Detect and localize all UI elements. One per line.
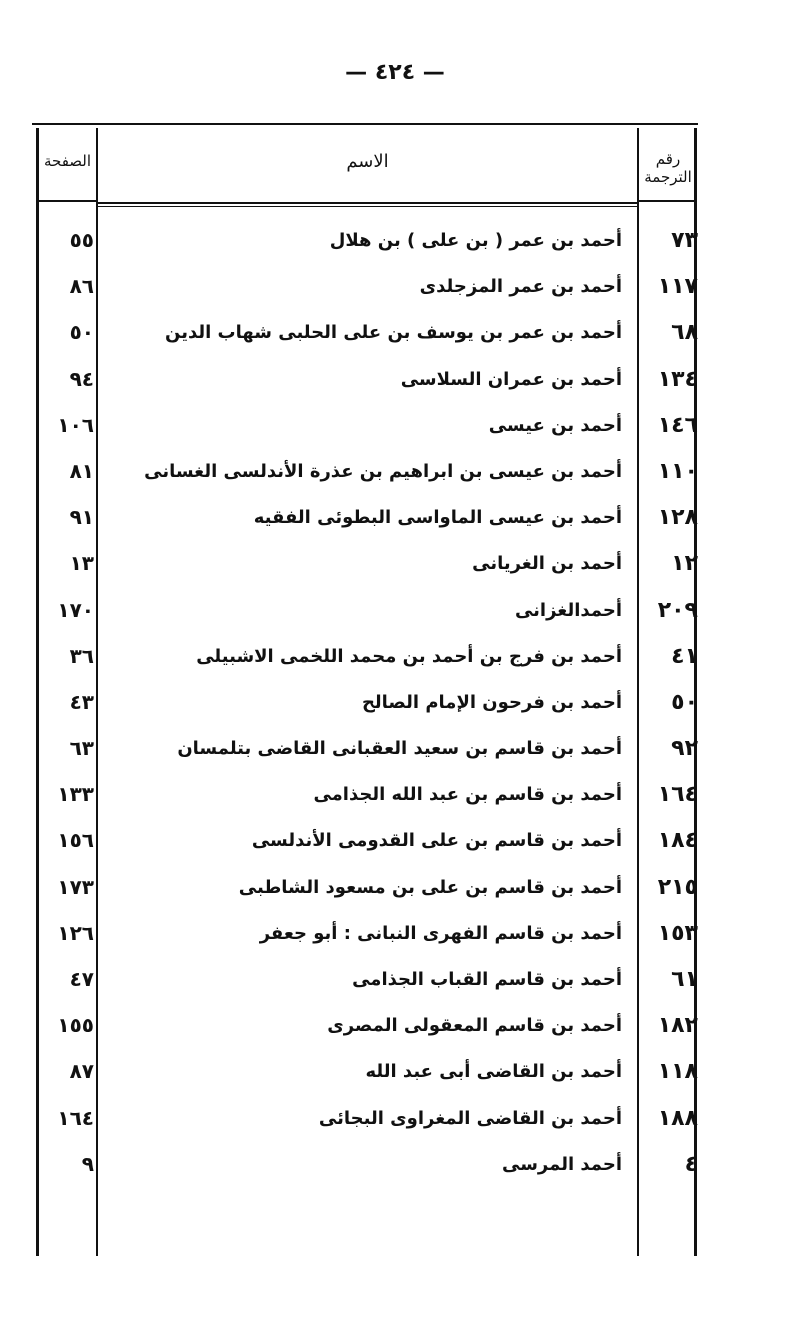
entry-name: أحمد بن فرج بن أحمد بن محمد اللخمى الاشبيلى [196,645,622,667]
entry-name: أحمد بن عمر ( بن على ) بن هلال [329,230,622,251]
entry-name: أحمد بن الغريانى [472,553,622,575]
entry-name: أحمد بن قاسم القباب الجذامى [352,969,622,990]
entry-name: أحمد بن قاسم الفهرى النبانى : أبو جعفر [259,922,622,944]
entry-number: ٥٠ [671,689,698,715]
header-page: الصفحة [43,152,92,170]
entry-name: أحمد بن عيسى بن ابراهيم بن عذرة الأندلسى الغسانى [144,460,622,482]
entry-name: أحمد بن قاسم المعقولى المصرى [327,1015,622,1037]
table-row [0,736,790,782]
entry-number: ٦١ [671,967,698,992]
entry-number: ١٥٣ [657,920,698,946]
table-row [0,1106,790,1152]
entry-number: ١١٧ [657,274,698,300]
entry-page: ٤٣ [69,689,94,714]
entry-number: ١١٠ [657,458,698,484]
table-row [0,1059,790,1105]
entry-name: أحمد بن قاسم بن سعيد العقبانى القاضى بتلمسان [177,738,622,760]
entry-number: ٧٣ [671,228,698,253]
entry-number: ٦٨ [671,320,698,346]
table-row [0,228,790,274]
entry-name: أحمد بن قاسم بن عبد الله الجذامى [313,784,622,806]
entry-page: ١٣٣ [57,782,94,807]
header-name: الاسم [346,151,389,172]
table-row [0,1013,790,1059]
entry-number: ٢١٥ [657,874,698,900]
table-top-rule [32,123,698,125]
entry-number: ١٢٨ [657,505,698,531]
entry-page: ٤٧ [69,967,94,991]
table-row [0,644,790,690]
entry-page: ١٧٣ [57,874,94,899]
header-entry-number: رقم الترجمة [644,150,692,186]
table-row [0,598,790,644]
entry-number: ١٢ [671,551,698,577]
table-body [0,228,790,1198]
entry-number: ١٣٤ [657,366,698,392]
page-number: — ٤٢٤ — [345,60,445,85]
entry-page: ١٠٦ [57,412,94,437]
table-row [0,413,790,459]
table-row [0,274,790,320]
entry-number: ١٨٨ [657,1105,698,1131]
entry-name: أحمد بن القاضى المغراوى البجائى [318,1107,622,1129]
entry-page: ٩٤ [69,366,94,391]
header-bottom-rule-page [39,200,96,202]
entry-name: أحمد بن فرحون الإمام الصالح [361,691,622,713]
header-bottom-rule-name-2 [98,206,637,207]
entry-name: أحمد بن عيسى [488,414,622,436]
entry-page: ٨٧ [69,1059,94,1084]
table-row [0,828,790,874]
table-row [0,551,790,597]
entry-name: أحمد بن قاسم بن على القدومى الأندلسى [251,830,622,852]
entry-number: ١٨٢ [657,1013,698,1039]
entry-number: ٩٢ [671,736,698,762]
entry-name: أحمد بن عيسى الماواسى البطوئى الفقيه [253,507,622,529]
entry-number: ٢٠٩ [657,597,698,623]
entry-number: ١٦٤ [657,782,698,808]
entry-name: أحمد بن قاسم بن على بن مسعود الشاطبى [238,876,622,898]
entry-page: ١٥٦ [57,828,94,853]
entry-page: ١٥٥ [57,1013,94,1038]
header-bottom-rule-name [98,202,637,204]
entry-page: ١٧٠ [57,597,94,622]
entry-page: ٩١ [69,505,94,530]
entry-page: ٦٣ [69,736,94,761]
entry-page: ١٦٤ [57,1105,94,1130]
entry-page: ٥٥ [69,228,94,252]
table-row [0,1152,790,1198]
header-bottom-rule-num [639,200,694,202]
table-row [0,967,790,1013]
table-row [0,921,790,967]
entry-page: ١٢٦ [57,920,94,945]
entry-page: ٨٦ [69,274,94,299]
entry-name: أحمدالغزانى [514,599,622,621]
table-row [0,782,790,828]
entry-number: ٤ [684,1151,698,1177]
entry-number: ٤١ [671,643,698,669]
entry-number: ١٨٤ [657,828,698,854]
entry-number: ١١٨ [657,1059,698,1085]
entry-page: ١٣ [69,551,94,576]
entry-page: ٥٠ [69,320,94,345]
table-row [0,367,790,413]
entry-number: ١٤٦ [657,412,698,438]
entry-page: ٩ [81,1151,94,1176]
table-row [0,875,790,921]
entry-page: ٣٦ [69,643,94,668]
table-row [0,505,790,551]
entry-name: أحمد بن عمر المزجلدى [419,276,622,298]
entry-page: ٨١ [69,458,94,483]
table-row [0,459,790,505]
entry-name: أحمد بن عمر بن يوسف بن على الحلبى شهاب الدين [165,322,622,344]
table-row [0,320,790,366]
entry-name: أحمد بن عمران السلاسى [400,368,622,390]
table-row [0,690,790,736]
entry-name: أحمد المرسى [502,1153,622,1175]
entry-name: أحمد بن القاضى أبى عبد الله [365,1061,622,1083]
